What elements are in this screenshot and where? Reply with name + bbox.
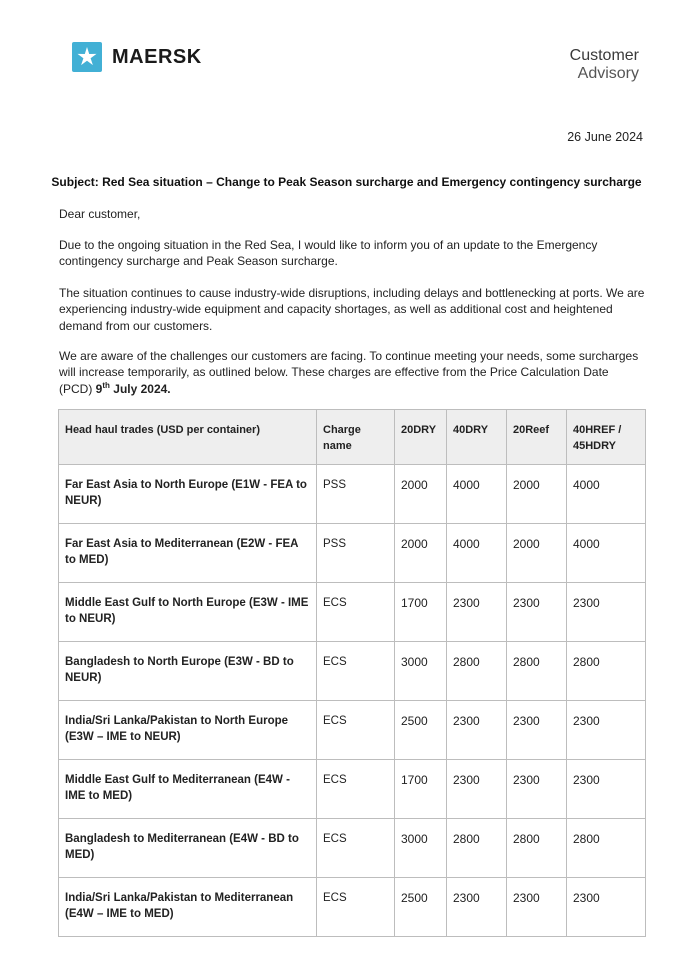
table-row [59, 465, 646, 524]
rate-20dry-cell: 3000 [395, 642, 447, 701]
rate-40href-cell: 2300 [567, 878, 646, 937]
charge-cell: PSS [317, 524, 395, 583]
rate-20reef-cell: 2800 [507, 819, 567, 878]
column-header-20dry: 20DRY [395, 410, 447, 465]
table-row [59, 760, 646, 819]
trade-cell: India/Sri Lanka/Pakistan to Mediterranean (E4W – IME to MED) [59, 878, 317, 937]
surcharge-table [58, 409, 646, 937]
maersk-star-icon [72, 42, 102, 72]
column-header-40href: 40HREF / 45HDRY [567, 410, 646, 465]
charge-cell: ECS [317, 819, 395, 878]
column-header-40dry: 40DRY [447, 410, 507, 465]
letter-header [0, 0, 693, 110]
column-header-trade: Head haul trades (USD per container) [59, 410, 317, 465]
rate-40dry-cell: 4000 [447, 465, 507, 524]
trade-cell: Bangladesh to North Europe (E3W - BD to NEUR) [59, 642, 317, 701]
trade-cell: Middle East Gulf to Mediterranean (E4W - IME to MED) [59, 760, 317, 819]
charge-cell: ECS [317, 878, 395, 937]
rate-40href-cell: 2800 [567, 819, 646, 878]
rate-20reef-cell: 2300 [507, 701, 567, 760]
trade-cell: Far East Asia to North Europe (E1W - FEA to NEUR) [59, 465, 317, 524]
effective-date [96, 382, 171, 396]
rate-20dry-cell: 2000 [395, 524, 447, 583]
rate-20dry-cell: 3000 [395, 819, 447, 878]
table-row [59, 819, 646, 878]
rate-40href-cell: 2300 [567, 701, 646, 760]
rate-40href-cell: 2300 [567, 760, 646, 819]
effective-day: 9 [95, 381, 103, 396]
table-header-row [59, 410, 646, 465]
rate-40dry-cell: 2300 [447, 760, 507, 819]
effective-month-year: July 2024. [113, 381, 171, 396]
charge-cell: PSS [317, 465, 395, 524]
column-header-charge: Charge name [317, 410, 395, 465]
rate-40dry-cell: 4000 [447, 524, 507, 583]
effective-day-suffix: th [102, 380, 110, 390]
rate-20dry-cell: 2000 [395, 465, 447, 524]
trade-cell: Middle East Gulf to North Europe (E3W - IME to NEUR) [59, 583, 317, 642]
advisory-title-line1: Customer [569, 47, 639, 64]
rate-20reef-cell: 2000 [507, 524, 567, 583]
charge-cell: ECS [317, 760, 395, 819]
advisory-title [570, 47, 639, 83]
rate-40href-cell: 4000 [567, 465, 646, 524]
rate-20reef-cell: 2300 [507, 878, 567, 937]
rate-20reef-cell: 2300 [507, 760, 567, 819]
rate-20dry-cell: 1700 [395, 760, 447, 819]
rate-40href-cell: 4000 [567, 524, 646, 583]
paragraph-situation: The situation continues to cause industry-wide disruptions, including delays and bottlenecking at ports. We are experiencing industry-wide equipment and capacity shortages, as well as additional cost and heightened demand from our customers. [59, 286, 645, 333]
charge-cell: ECS [317, 583, 395, 642]
greeting: Dear customer, [59, 207, 141, 221]
rate-20reef-cell: 2800 [507, 642, 567, 701]
charge-cell: ECS [317, 701, 395, 760]
brand-name: MAERSK [112, 45, 202, 68]
trade-cell: India/Sri Lanka/Pakistan to North Europe (E3W – IME to NEUR) [59, 701, 317, 760]
maersk-logo [72, 42, 202, 72]
rate-40dry-cell: 2800 [447, 819, 507, 878]
rate-20dry-cell: 1700 [395, 583, 447, 642]
rate-40dry-cell: 2300 [447, 701, 507, 760]
paragraph-effective-text: We are aware of the challenges our customers are facing. To continue meeting your needs, some surcharges will increase temporarily, as outlined below. These charges are effective from the Price Calculation Date (PCD) [59, 349, 639, 396]
rate-40dry-cell: 2300 [447, 583, 507, 642]
rate-20dry-cell: 2500 [395, 878, 447, 937]
rate-20reef-cell: 2300 [507, 583, 567, 642]
trade-cell: Bangladesh to Mediterranean (E4W - BD to MED) [59, 819, 317, 878]
letter-subject: Subject: Red Sea situation – Change to Peak Season surcharge and Emergency contingency surcharge [51, 175, 642, 189]
table-row [59, 583, 646, 642]
charge-cell: ECS [317, 642, 395, 701]
rate-40href-cell: 2300 [567, 583, 646, 642]
rate-20reef-cell: 2000 [507, 465, 567, 524]
table-row [59, 878, 646, 937]
column-header-20reef: 20Reef [507, 410, 567, 465]
rate-40href-cell: 2800 [567, 642, 646, 701]
letter-date: 26 June 2024 [567, 130, 643, 144]
paragraph-intro: Due to the ongoing situation in the Red Sea, I would like to inform you of an update to the Emergency contingency surcharge and Peak Season surcharge. [59, 238, 598, 269]
table-row [59, 701, 646, 760]
rate-40dry-cell: 2800 [447, 642, 507, 701]
trade-cell: Far East Asia to Mediterranean (E2W - FEA to MED) [59, 524, 317, 583]
rate-20dry-cell: 2500 [395, 701, 447, 760]
table-row [59, 642, 646, 701]
paragraph-effective [59, 348, 645, 397]
rate-40dry-cell: 2300 [447, 878, 507, 937]
advisory-title-line2: Advisory [577, 65, 639, 82]
table-row [59, 524, 646, 583]
